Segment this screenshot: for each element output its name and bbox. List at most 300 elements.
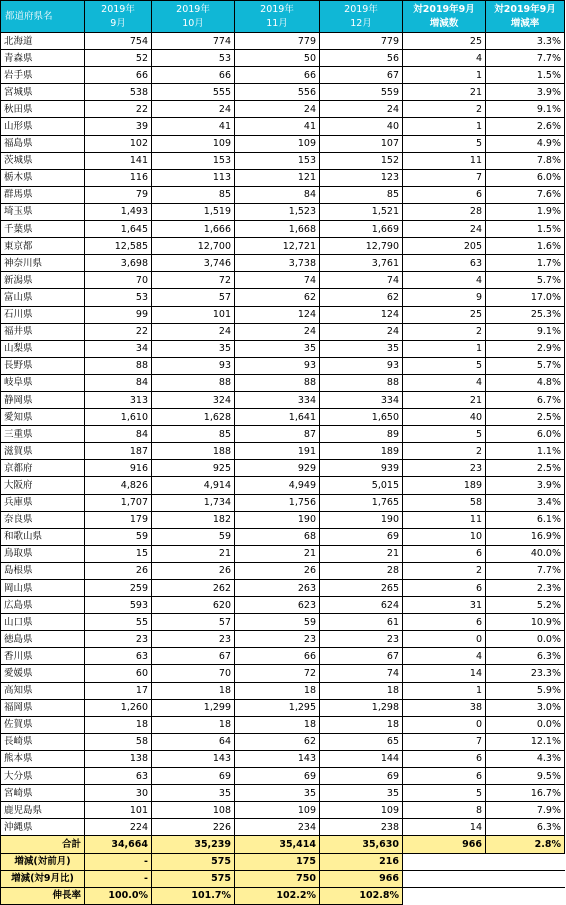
header-diff-line2: 増減数 [429,17,459,29]
cell-oct: 143 [152,750,235,767]
cell-dec: 18 [320,716,403,733]
cell-sep: 84 [85,426,152,443]
cell-nov: 3,738 [235,255,320,272]
cell-rate: 9.1% [486,101,565,118]
cell-rate: 2.9% [486,340,565,357]
cell-diff: 0 [403,716,486,733]
cell-nov: 779 [235,33,320,50]
prefecture-name-cell: 秋田県 [1,101,85,118]
table-row [1,665,565,682]
cell-diff: 24 [403,221,486,238]
cell-diff: 14 [403,665,486,682]
table-row [1,374,565,391]
cell-oct: 555 [152,84,235,101]
header-dec-month: 12月 [350,17,372,29]
cell-oct: 113 [152,169,235,186]
mom-label: 増減(対前月) [1,853,85,870]
cell-nov: 24 [235,101,320,118]
table-row [1,443,565,460]
prefecture-name-cell: 長崎県 [1,733,85,750]
cell-nov: 623 [235,597,320,614]
table-row [1,255,565,272]
table-row [1,357,565,374]
cell-diff: 25 [403,33,486,50]
cell-rate: 9.1% [486,323,565,340]
cell-sep: 58 [85,733,152,750]
cell-oct: 64 [152,733,235,750]
cell-nov: 35 [235,340,320,357]
cell-sep: 179 [85,511,152,528]
cell-diff: 8 [403,802,486,819]
cell-nov: 69 [235,768,320,785]
cell-oct: 23 [152,631,235,648]
cell-nov: 4,949 [235,477,320,494]
cell-oct: 188 [152,443,235,460]
cell-nov: 124 [235,306,320,323]
cell-sep: 79 [85,186,152,203]
header-nov-year: 2019年 [260,3,294,15]
cell-nov: 234 [235,819,320,836]
cell-sep: 88 [85,357,152,374]
table-row [1,562,565,579]
cell-dec: 61 [320,614,403,631]
total-sep: 34,664 [85,836,152,853]
cell-sep: 84 [85,374,152,391]
cell-rate: 2.5% [486,460,565,477]
cell-nov: 12,721 [235,238,320,255]
cell-diff: 4 [403,272,486,289]
cell-diff: 11 [403,152,486,169]
cell-sep: 1,645 [85,221,152,238]
cell-nov: 929 [235,460,320,477]
cell-oct: 53 [152,50,235,67]
cell-sep: 187 [85,443,152,460]
cell-diff: 10 [403,528,486,545]
cell-rate: 1.1% [486,443,565,460]
cell-dec: 35 [320,340,403,357]
cell-oct: 70 [152,665,235,682]
prefecture-name-cell: 三重県 [1,426,85,443]
header-rate-line1: 対2019年9月 [494,3,556,15]
cell-nov: 59 [235,614,320,631]
prefecture-name-cell: 岐阜県 [1,374,85,391]
cell-diff: 2 [403,323,486,340]
cell-rate: 6.3% [486,819,565,836]
cell-sep: 3,698 [85,255,152,272]
table-row [1,135,565,152]
cell-rate: 17.0% [486,289,565,306]
cell-diff: 189 [403,477,486,494]
cell-diff: 14 [403,819,486,836]
cell-oct: 108 [152,802,235,819]
table-row [1,802,565,819]
cell-dec: 67 [320,67,403,84]
table-row [1,84,565,101]
cell-diff: 205 [403,238,486,255]
cell-oct: 1,299 [152,699,235,716]
total-nov: 35,414 [235,836,320,853]
cell-sep: 116 [85,169,152,186]
prefecture-name-cell: 香川県 [1,648,85,665]
cell-sep: 66 [85,67,152,84]
cell-oct: 182 [152,511,235,528]
header-dec-year: 2019年 [344,3,378,15]
cell-dec: 1,650 [320,409,403,426]
cell-sep: 916 [85,460,152,477]
cell-oct: 24 [152,323,235,340]
cell-nov: 1,756 [235,494,320,511]
total-diff: 966 [403,836,486,853]
cell-sep: 538 [85,84,152,101]
cell-oct: 85 [152,426,235,443]
cell-diff: 1 [403,682,486,699]
cell-oct: 774 [152,33,235,50]
cell-dec: 190 [320,511,403,528]
summary-section [1,836,565,904]
cell-diff: 1 [403,67,486,84]
header-sep-month: 9月 [110,17,126,29]
cell-nov: 121 [235,169,320,186]
cell-oct: 59 [152,528,235,545]
table-row [1,426,565,443]
mom-blank [403,853,565,870]
cell-nov: 263 [235,580,320,597]
cell-oct: 21 [152,545,235,562]
cell-diff: 2 [403,101,486,118]
table-row [1,272,565,289]
growth-sep: 100.0% [85,887,152,904]
header-diff-vs-sep [403,1,486,33]
cell-diff: 6 [403,750,486,767]
cell-rate: 16.9% [486,528,565,545]
cell-sep: 23 [85,631,152,648]
table-row [1,785,565,802]
cell-nov: 41 [235,118,320,135]
cell-sep: 1,260 [85,699,152,716]
cell-oct: 35 [152,785,235,802]
cell-dec: 67 [320,648,403,665]
cell-dec: 93 [320,357,403,374]
prefecture-name-cell: 愛媛県 [1,665,85,682]
cell-nov: 72 [235,665,320,682]
prefecture-name-cell: 鹿児島県 [1,802,85,819]
cell-rate: 40.0% [486,545,565,562]
cell-sep: 18 [85,716,152,733]
header-diff-line1: 対2019年9月 [413,3,475,15]
cell-oct: 3,746 [152,255,235,272]
vs-sep-blank [403,870,565,887]
mom-row [1,853,565,870]
table-row [1,768,565,785]
cell-rate: 4.3% [486,750,565,767]
cell-oct: 35 [152,340,235,357]
cell-oct: 72 [152,272,235,289]
prefecture-name-cell: 神奈川県 [1,255,85,272]
vs-sep-row [1,870,565,887]
cell-sep: 53 [85,289,152,306]
header-nov-2019 [235,1,320,33]
cell-sep: 141 [85,152,152,169]
cell-sep: 259 [85,580,152,597]
cell-nov: 50 [235,50,320,67]
cell-dec: 1,669 [320,221,403,238]
prefecture-name-cell: 東京都 [1,238,85,255]
cell-nov: 143 [235,750,320,767]
prefecture-name-cell: 埼玉県 [1,203,85,220]
cell-diff: 5 [403,135,486,152]
cell-rate: 5.7% [486,272,565,289]
prefecture-name-cell: 青森県 [1,50,85,67]
cell-dec: 88 [320,374,403,391]
table-row [1,460,565,477]
cell-diff: 6 [403,614,486,631]
growth-row [1,887,565,904]
table-row [1,494,565,511]
header-sep-year: 2019年 [101,3,135,15]
cell-oct: 226 [152,819,235,836]
cell-sep: 60 [85,665,152,682]
cell-diff: 7 [403,733,486,750]
table-row [1,340,565,357]
cell-rate: 7.9% [486,802,565,819]
cell-dec: 624 [320,597,403,614]
cell-oct: 57 [152,614,235,631]
table-row [1,152,565,169]
cell-oct: 85 [152,186,235,203]
cell-rate: 23.3% [486,665,565,682]
cell-rate: 0.0% [486,716,565,733]
cell-oct: 1,519 [152,203,235,220]
cell-rate: 6.0% [486,169,565,186]
table-row [1,50,565,67]
cell-sep: 63 [85,768,152,785]
prefecture-name-cell: 岩手県 [1,67,85,84]
cell-diff: 40 [403,409,486,426]
prefecture-name-cell: 石川県 [1,306,85,323]
cell-oct: 24 [152,101,235,118]
table-row [1,101,565,118]
cell-diff: 5 [403,785,486,802]
cell-oct: 26 [152,562,235,579]
prefecture-name-cell: 佐賀県 [1,716,85,733]
cell-dec: 89 [320,426,403,443]
cell-diff: 38 [403,699,486,716]
prefecture-name-cell: 徳島県 [1,631,85,648]
growth-blank [403,887,565,904]
cell-sep: 593 [85,597,152,614]
cell-dec: 265 [320,580,403,597]
cell-rate: 6.0% [486,426,565,443]
cell-diff: 2 [403,443,486,460]
cell-diff: 21 [403,391,486,408]
vs-sep-sep: - [85,870,152,887]
prefecture-name-cell: 兵庫県 [1,494,85,511]
header-rate-line2: 増減率 [510,17,540,29]
cell-diff: 6 [403,768,486,785]
cell-diff: 7 [403,169,486,186]
growth-oct: 101.7% [152,887,235,904]
cell-oct: 1,666 [152,221,235,238]
cell-nov: 109 [235,135,320,152]
cell-diff: 0 [403,631,486,648]
cell-oct: 69 [152,768,235,785]
table-row [1,511,565,528]
table-row [1,477,565,494]
total-dec: 35,630 [320,836,403,853]
vs-sep-dec: 966 [320,870,403,887]
cell-nov: 62 [235,733,320,750]
cell-rate: 2.3% [486,580,565,597]
cell-sep: 34 [85,340,152,357]
cell-rate: 3.9% [486,477,565,494]
prefecture-name-cell: 福島県 [1,135,85,152]
prefecture-name-cell: 山口県 [1,614,85,631]
table-row [1,545,565,562]
prefecture-name-cell: 大分県 [1,768,85,785]
growth-nov: 102.2% [235,887,320,904]
mom-dec: 216 [320,853,403,870]
prefecture-name-cell: 大阪府 [1,477,85,494]
cell-nov: 18 [235,716,320,733]
cell-rate: 1.5% [486,221,565,238]
cell-sep: 59 [85,528,152,545]
cell-dec: 1,298 [320,699,403,716]
cell-sep: 52 [85,50,152,67]
cell-rate: 12.1% [486,733,565,750]
cell-dec: 1,521 [320,203,403,220]
cell-diff: 25 [403,306,486,323]
cell-dec: 152 [320,152,403,169]
cell-nov: 153 [235,152,320,169]
prefecture-name-cell: 新潟県 [1,272,85,289]
cell-nov: 26 [235,562,320,579]
header-oct-year: 2019年 [176,3,210,15]
cell-rate: 10.9% [486,614,565,631]
cell-nov: 21 [235,545,320,562]
table-row [1,33,565,50]
cell-dec: 124 [320,306,403,323]
cell-diff: 5 [403,357,486,374]
cell-sep: 55 [85,614,152,631]
cell-sep: 22 [85,101,152,118]
table-row [1,409,565,426]
cell-oct: 93 [152,357,235,374]
cell-diff: 2 [403,562,486,579]
table-row [1,631,565,648]
table-row [1,169,565,186]
cell-nov: 68 [235,528,320,545]
table-row [1,306,565,323]
table-row [1,186,565,203]
cell-rate: 6.7% [486,391,565,408]
cell-dec: 65 [320,733,403,750]
cell-dec: 69 [320,528,403,545]
cell-dec: 74 [320,665,403,682]
mom-sep: - [85,853,152,870]
cell-nov: 1,668 [235,221,320,238]
cell-rate: 2.5% [486,409,565,426]
prefecture-name-cell: 和歌山県 [1,528,85,545]
table-row [1,323,565,340]
cell-oct: 66 [152,67,235,84]
cell-rate: 1.6% [486,238,565,255]
header-dec-2019 [320,1,403,33]
cell-rate: 7.7% [486,562,565,579]
cell-sep: 101 [85,802,152,819]
cell-nov: 556 [235,84,320,101]
cell-nov: 1,523 [235,203,320,220]
cell-diff: 63 [403,255,486,272]
prefecture-name-cell: 宮城県 [1,84,85,101]
cell-oct: 57 [152,289,235,306]
prefecture-name-cell: 京都府 [1,460,85,477]
cell-dec: 5,015 [320,477,403,494]
table-row [1,528,565,545]
cell-nov: 109 [235,802,320,819]
cell-rate: 1.5% [486,67,565,84]
cell-dec: 35 [320,785,403,802]
cell-nov: 1,641 [235,409,320,426]
header-prefecture: 都道府県名 [1,1,85,33]
cell-nov: 62 [235,289,320,306]
table-row [1,682,565,699]
cell-oct: 4,914 [152,477,235,494]
vs-sep-label: 増減(対9月比) [1,870,85,887]
cell-nov: 190 [235,511,320,528]
prefecture-name-cell: 鳥取県 [1,545,85,562]
table-row [1,203,565,220]
cell-nov: 23 [235,631,320,648]
cell-sep: 1,707 [85,494,152,511]
cell-sep: 102 [85,135,152,152]
cell-sep: 15 [85,545,152,562]
cell-dec: 23 [320,631,403,648]
table-row [1,699,565,716]
cell-diff: 1 [403,340,486,357]
cell-nov: 93 [235,357,320,374]
cell-diff: 5 [403,426,486,443]
total-oct: 35,239 [152,836,235,853]
cell-oct: 620 [152,597,235,614]
header-sep-2019 [85,1,152,33]
cell-dec: 74 [320,272,403,289]
cell-diff: 4 [403,648,486,665]
prefecture-name-cell: 山梨県 [1,340,85,357]
prefecture-name-cell: 栃木県 [1,169,85,186]
cell-diff: 6 [403,545,486,562]
cell-oct: 18 [152,716,235,733]
cell-dec: 12,790 [320,238,403,255]
cell-sep: 754 [85,33,152,50]
cell-rate: 7.7% [486,50,565,67]
cell-sep: 313 [85,391,152,408]
table-row [1,118,565,135]
cell-oct: 1,734 [152,494,235,511]
cell-rate: 16.7% [486,785,565,802]
cell-dec: 24 [320,101,403,118]
cell-dec: 21 [320,545,403,562]
cell-dec: 85 [320,186,403,203]
cell-sep: 70 [85,272,152,289]
prefecture-name-cell: 静岡県 [1,391,85,408]
table-row [1,733,565,750]
prefecture-name-cell: 山形県 [1,118,85,135]
cell-rate: 4.9% [486,135,565,152]
cell-oct: 18 [152,682,235,699]
cell-oct: 1,628 [152,409,235,426]
cell-dec: 189 [320,443,403,460]
cell-dec: 779 [320,33,403,50]
